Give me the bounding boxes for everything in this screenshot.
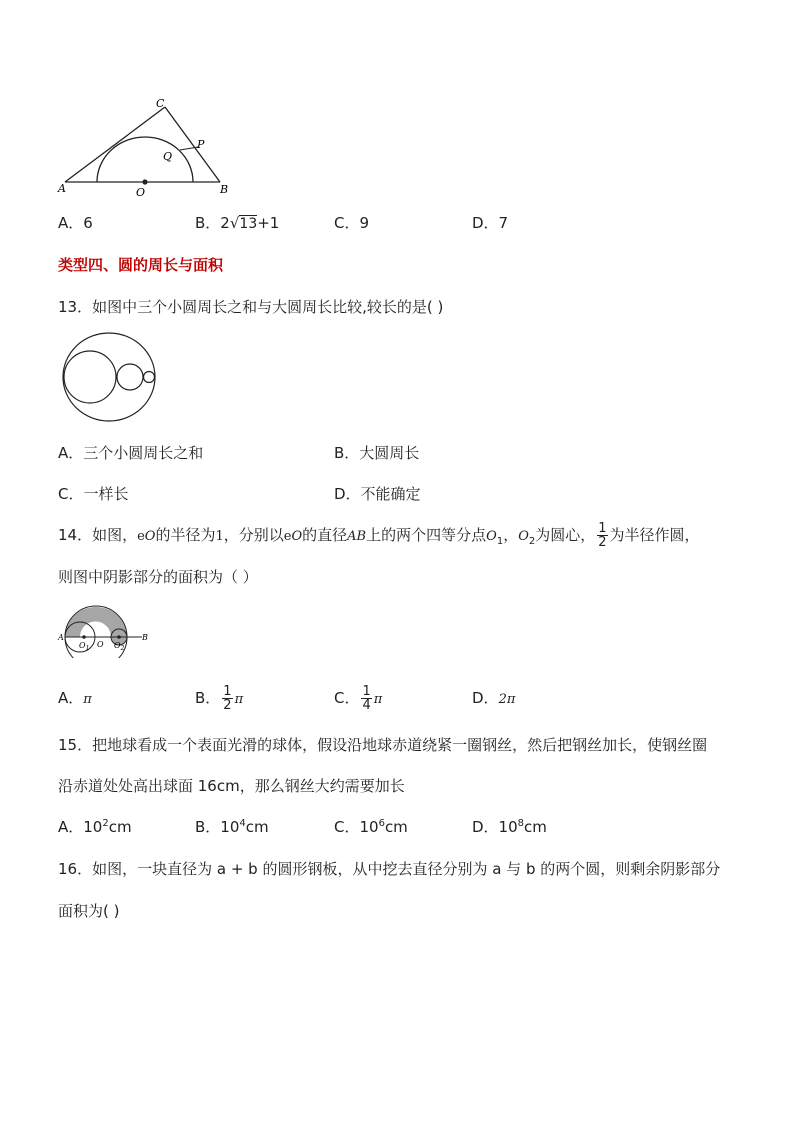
- q15-option-c-unit: cm: [384, 818, 408, 836]
- q14-stem-line1: [58, 519, 700, 551]
- q15-option-b-exponent: 4: [239, 818, 246, 829]
- q15-option-a-exponent: 2: [102, 818, 109, 829]
- circle-symbol: e: [137, 529, 145, 544]
- q15-option-d[interactable]: [472, 816, 547, 837]
- fig-label-o1: $O_1$: [79, 641, 90, 652]
- q14-option-c[interactable]: [334, 681, 382, 715]
- point-o1-subscript: 1: [496, 536, 504, 547]
- q14-option-c-numerator: 1: [362, 684, 371, 699]
- shaded-circle-figure: [56, 598, 152, 658]
- q15-option-d-unit: cm: [524, 818, 547, 836]
- q14-option-c-label: C．: [334, 689, 360, 707]
- label-p: P: [197, 138, 205, 151]
- q13-option-a[interactable]: A．三个小圆周长之和: [58, 444, 204, 462]
- q14-stem-line2: 则图中阴影部分的面积为（ ）: [58, 568, 258, 586]
- point-o2-dot: [117, 635, 121, 639]
- point-o1: O: [486, 529, 497, 544]
- half-denominator: 2: [598, 535, 607, 550]
- fig-label-o: O: [97, 640, 104, 649]
- q14-option-a[interactable]: [58, 681, 92, 715]
- label-a: A: [58, 182, 66, 195]
- semicircle: [97, 137, 193, 182]
- point-o2-subscript: 2: [528, 536, 536, 547]
- small-circle-1: [64, 351, 116, 403]
- q12-option-b-radicand: 13: [239, 216, 258, 232]
- q14-text-2: 的半径为: [155, 526, 216, 544]
- q12-option-c[interactable]: C．9: [334, 214, 370, 232]
- segment-ac: [65, 107, 165, 182]
- q12-option-b-prefix: B．2: [195, 214, 230, 232]
- circle-o: O: [144, 529, 156, 544]
- small-circle-3: [144, 372, 155, 383]
- q14-option-b-numerator: 1: [223, 684, 232, 699]
- small-circle-2: [117, 364, 143, 390]
- center-point-o: [142, 179, 147, 184]
- q15-option-d-exponent: 8: [517, 818, 525, 829]
- q15-option-b-unit: cm: [245, 818, 269, 836]
- q15-stem-line2: 沿赤道处处高出球面 16cm，那么钢丝大约需要加长: [58, 777, 405, 795]
- q15-option-a[interactable]: [58, 816, 132, 837]
- point-o2: O: [518, 529, 529, 544]
- q14-text-7: 为半径作圆，: [609, 526, 700, 544]
- fig-label-a: A: [58, 633, 64, 642]
- point-o1-dot: [82, 635, 86, 639]
- radius-one: 1: [215, 529, 224, 544]
- q14-comma: ，: [503, 526, 519, 544]
- label-q: Q: [163, 150, 173, 163]
- q14-option-a-label: A．: [58, 689, 84, 707]
- large-circle: [63, 333, 155, 421]
- q14-option-b-denominator: 2: [223, 698, 232, 713]
- q15-option-a-base: A．10: [58, 818, 103, 836]
- q15-option-c-base: C．10: [334, 818, 379, 836]
- q14-option-c-pi: π: [373, 692, 383, 707]
- section-heading: 类型四、圆的周长与面积: [58, 256, 224, 274]
- q14-option-b-fraction: [222, 685, 232, 712]
- q14-text-5: 上的两个四等分点: [366, 526, 487, 544]
- q14-text-1: 14．如图，: [58, 526, 138, 544]
- label-b: B: [220, 183, 229, 196]
- q16-stem-line1: 16．如图，一块直径为 a + b 的圆形钢板，从中挖去直径分别为 a 与 b 的两个圆，则剩余阴影部分: [58, 860, 721, 878]
- q14-option-a-value: π: [83, 692, 92, 707]
- q15-option-d-base: D．10: [472, 818, 518, 836]
- triangle-semicircle-figure: [50, 92, 240, 202]
- label-o: O: [136, 186, 146, 199]
- q13-stem: 13．如图中三个小圆周长之和与大圆周长比较,较长的是( ): [58, 298, 444, 316]
- segment-cb: [165, 107, 220, 182]
- diameter-ab: AB: [347, 529, 367, 544]
- circle-symbol: e: [283, 529, 292, 544]
- q15-option-b[interactable]: [195, 816, 269, 837]
- q12-option-a[interactable]: A．6: [58, 214, 93, 232]
- q13-option-c[interactable]: C．一样长: [58, 485, 129, 503]
- q15-option-c[interactable]: [334, 816, 408, 837]
- circles-figure: [58, 328, 164, 428]
- q13-option-b[interactable]: B．大圆周长: [334, 444, 420, 462]
- q15-option-c-exponent: 6: [378, 818, 385, 829]
- fig-label-b: B: [142, 633, 148, 642]
- half-fraction: [597, 522, 607, 549]
- fig-label-o2: $O_2$: [114, 641, 125, 652]
- half-numerator: 1: [598, 521, 607, 536]
- q15-stem-line1: 15．把地球看成一个表面光滑的球体，假设沿地球赤道绕紧一圈钢丝，然后把钢丝加长，使钢丝圈: [58, 736, 708, 754]
- q14-option-d-label: D．: [472, 689, 499, 707]
- q14-option-d-value: 2π: [498, 692, 516, 707]
- q16-stem-line2: 面积为( ): [58, 902, 120, 920]
- q14-option-d[interactable]: [472, 681, 515, 715]
- q14-option-c-fraction: [361, 685, 371, 712]
- q12-option-b[interactable]: [195, 212, 279, 233]
- sqrt-symbol: √: [229, 214, 240, 232]
- q13-option-d[interactable]: D．不能确定: [334, 485, 421, 503]
- q14-option-b-pi: π: [234, 692, 244, 707]
- q12-option-b-suffix: +1: [257, 214, 280, 232]
- q14-option-b[interactable]: [195, 681, 243, 715]
- q14-option-c-denominator: 4: [362, 698, 371, 713]
- circle-o: O: [291, 529, 303, 544]
- q15-option-b-base: B．10: [195, 818, 240, 836]
- label-c: C: [156, 97, 165, 110]
- q14-option-b-label: B．: [195, 689, 221, 707]
- q15-option-a-unit: cm: [108, 818, 132, 836]
- q14-text-4: 的直径: [302, 526, 348, 544]
- q14-text-3: ，分别以: [223, 526, 284, 544]
- q12-option-d[interactable]: D．7: [472, 214, 509, 232]
- q14-text-6: 为圆心，: [535, 526, 596, 544]
